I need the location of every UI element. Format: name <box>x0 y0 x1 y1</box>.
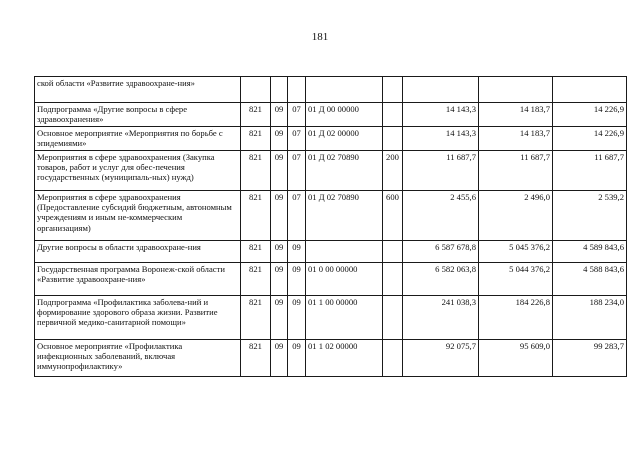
section-code-cell: 09 <box>271 150 288 190</box>
grbs-code-cell: 821 <box>241 262 271 295</box>
subsection-code-cell: 07 <box>288 150 306 190</box>
expense-type-cell <box>383 295 403 339</box>
amount-year1-cell: 14 143,3 <box>403 103 479 127</box>
grbs-code-cell: 821 <box>241 126 271 150</box>
subsection-code-cell: 07 <box>288 126 306 150</box>
target-article-cell: 01 1 02 00000 <box>306 339 383 376</box>
row-name-cell: ской области «Развитие здравоохране-ния» <box>35 77 241 103</box>
subsection-code-cell: 07 <box>288 103 306 127</box>
expense-type-cell: 200 <box>383 150 403 190</box>
page-number: 181 <box>311 31 329 43</box>
section-code-cell: 09 <box>271 339 288 376</box>
grbs-code-cell: 821 <box>241 103 271 127</box>
expense-type-cell <box>383 262 403 295</box>
section-code-cell <box>271 77 288 103</box>
grbs-code-cell: 821 <box>241 295 271 339</box>
target-article-cell: 01 1 00 00000 <box>306 295 383 339</box>
amount-year1-cell: 11 687,7 <box>403 150 479 190</box>
amount-year3-cell: 4 589 843,6 <box>553 240 627 262</box>
table-row <box>35 262 627 295</box>
section-code-cell: 09 <box>271 240 288 262</box>
row-name-cell: Другие вопросы в области здравоохране-ния <box>35 240 241 262</box>
grbs-code-cell: 821 <box>241 339 271 376</box>
amount-year2-cell: 5 045 376,2 <box>479 240 553 262</box>
amount-year3-cell: 14 226,9 <box>553 103 627 127</box>
amount-year1-cell: 241 038,3 <box>403 295 479 339</box>
amount-year1-cell: 92 075,7 <box>403 339 479 376</box>
amount-year2-cell: 5 044 376,2 <box>479 262 553 295</box>
budget-table-body <box>35 77 627 377</box>
target-article-cell: 01 Д 02 00000 <box>306 126 383 150</box>
grbs-code-cell: 821 <box>241 150 271 190</box>
section-code-cell: 09 <box>271 103 288 127</box>
table-row <box>35 190 627 240</box>
amount-year2-cell: 14 183,7 <box>479 126 553 150</box>
subsection-code-cell <box>288 77 306 103</box>
table-row <box>35 339 627 376</box>
expense-type-cell <box>383 77 403 103</box>
amount-year1-cell <box>403 77 479 103</box>
subsection-code-cell: 09 <box>288 339 306 376</box>
target-article-cell <box>306 240 383 262</box>
amount-year2-cell: 2 496,0 <box>479 190 553 240</box>
target-article-cell <box>306 77 383 103</box>
amount-year1-cell: 6 587 678,8 <box>403 240 479 262</box>
amount-year1-cell: 2 455,6 <box>403 190 479 240</box>
target-article-cell: 01 Д 00 00000 <box>306 103 383 127</box>
amount-year3-cell: 188 234,0 <box>553 295 627 339</box>
grbs-code-cell: 821 <box>241 240 271 262</box>
row-name-cell: Подпрограмма «Профилактика заболева-ний и формирование здорового образа жизни. Развитие первичной медико-санитарной помощи» <box>35 295 241 339</box>
section-code-cell: 09 <box>271 126 288 150</box>
grbs-code-cell <box>241 77 271 103</box>
amount-year2-cell: 95 609,0 <box>479 339 553 376</box>
section-code-cell: 09 <box>271 190 288 240</box>
expense-type-cell: 600 <box>383 190 403 240</box>
table-row <box>35 126 627 150</box>
table-row <box>35 77 627 103</box>
subsection-code-cell: 09 <box>288 262 306 295</box>
row-name-cell: Государственная программа Воронеж-ской области «Развитие здравоохране-ния» <box>35 262 241 295</box>
subsection-code-cell: 07 <box>288 190 306 240</box>
budget-table <box>34 76 627 377</box>
amount-year3-cell <box>553 77 627 103</box>
expense-type-cell <box>383 240 403 262</box>
amount-year2-cell <box>479 77 553 103</box>
target-article-cell: 01 Д 02 70890 <box>306 150 383 190</box>
amount-year3-cell: 14 226,9 <box>553 126 627 150</box>
table-row <box>35 240 627 262</box>
row-name-cell: Мероприятия в сфере здравоохранения (Предоставление субсидий бюджетным, автономным учреждениям и иным не-коммерческим организациям) <box>35 190 241 240</box>
amount-year1-cell: 14 143,3 <box>403 126 479 150</box>
amount-year2-cell: 11 687,7 <box>479 150 553 190</box>
row-name-cell: Мероприятия в сфере здравоохранения (Закупка товаров, работ и услуг для обес-печения государственных (муниципаль-ных) нужд) <box>35 150 241 190</box>
row-name-cell: Подпрограмма «Другие вопросы в сфере здравоохранения» <box>35 103 241 127</box>
subsection-code-cell: 09 <box>288 295 306 339</box>
section-code-cell: 09 <box>271 262 288 295</box>
target-article-cell: 01 Д 02 70890 <box>306 190 383 240</box>
table-row <box>35 103 627 127</box>
section-code-cell: 09 <box>271 295 288 339</box>
subsection-code-cell: 09 <box>288 240 306 262</box>
target-article-cell: 01 0 00 00000 <box>306 262 383 295</box>
amount-year3-cell: 99 283,7 <box>553 339 627 376</box>
expense-type-cell <box>383 126 403 150</box>
expense-type-cell <box>383 339 403 376</box>
amount-year2-cell: 184 226,8 <box>479 295 553 339</box>
table-row <box>35 150 627 190</box>
amount-year3-cell: 4 588 843,6 <box>553 262 627 295</box>
table-row <box>35 295 627 339</box>
expense-type-cell <box>383 103 403 127</box>
amount-year1-cell: 6 582 063,8 <box>403 262 479 295</box>
row-name-cell: Основное мероприятие «Профилактика инфекционных заболеваний, включая иммунопрофилактику» <box>35 339 241 376</box>
amount-year3-cell: 11 687,7 <box>553 150 627 190</box>
row-name-cell: Основное мероприятие «Мероприятия по борьбе с эпидемиями» <box>35 126 241 150</box>
amount-year3-cell: 2 539,2 <box>553 190 627 240</box>
amount-year2-cell: 14 183,7 <box>479 103 553 127</box>
grbs-code-cell: 821 <box>241 190 271 240</box>
